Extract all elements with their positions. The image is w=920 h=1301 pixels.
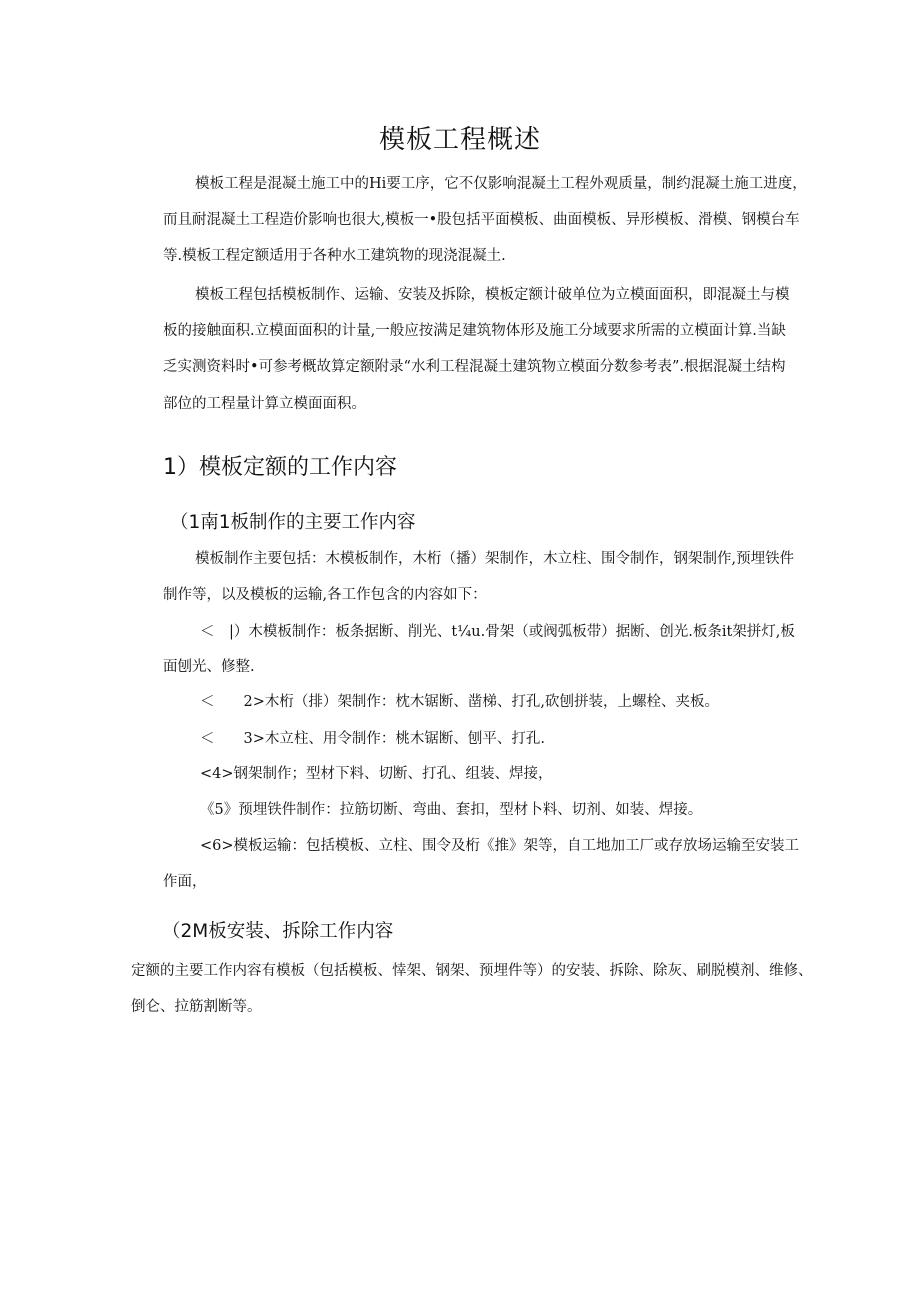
list-item-5: 《5》预埋铁件制作：拉筋切断、弯曲、套扣，型材卜料、切剂、如装、焊接。	[200, 802, 703, 818]
list-item-3: ＜ 3>木立柱、用令制作：桃木锯断、刨平、打孔.	[200, 731, 545, 747]
sub2-body-line-2: 倒仑、拉筋割断等。	[131, 999, 262, 1015]
subsection-1-heading: （1南1板制作的主要工作内容	[170, 512, 416, 533]
intro-line-1: 模板工程是混凝土施工中的Hi要工序，它不仅影响混凝土工程外观质量，制约混凝土施工进度，	[195, 176, 807, 192]
scope-line-3: 乏实测资料时•可参考概故算定额附录“水利工程混凝土建筑物立模面分数参考表”.根据混凝土结构	[163, 359, 786, 375]
scope-line-4: 部位的工程量计算立模面面积。	[163, 396, 366, 412]
sub1-intro-line-2: 制作等，以及模板的运输,各工作包含的内容如下：	[163, 587, 487, 603]
intro-line-2: 而且耐混凝土工程造价影响也很大,模板一•股包括平面模板、曲面模板、异形模板、滑模、钢模台车	[163, 212, 800, 228]
list-item-2: ＜ 2>木桁（排）架制作：枕木锯断、凿梯、打孔,砍刨拼装，上螺栓、夹板。	[200, 694, 719, 710]
sub2-body-line-1: 定额的主要工作内容有模板（包括模板、悻架、钢架、预埋件等）的安装、拆除、除灰、刷脱模剂、维修、	[131, 963, 813, 979]
intro-line-3: 等.模板工程定额适用于各种水工建筑物的现浇混凝土.	[163, 248, 506, 264]
list-item-6-line-1: <6>模板运输：包括模板、立柱、围令及桁《推》架等，自工地加工厂或存放场运输至安装工	[200, 838, 800, 854]
sub1-intro-line-1: 模板制作主要包括：木模板制作，木桁（播）架制作，木立柱、围令制作，钢架制作,预埋铁件	[195, 551, 795, 567]
section-1-heading: 1）模板定额的工作内容	[163, 455, 397, 480]
list-item-1-line-2: 面刨光、修整.	[163, 659, 255, 675]
subsection-2-heading: （2M板安装、拆除工作内容	[162, 921, 394, 942]
list-item-6-line-2: 作面，	[163, 874, 207, 890]
document-title: 模板工程概述	[378, 125, 541, 155]
list-item-4: <4>钢架制作；型材下料、切断、打孔、组装、焊接，	[200, 766, 553, 782]
list-item-1-line-1: ＜ |）木模板制作：板条据断、削光、t¼u.骨架（或阀弧板带）据断、创光.板条it架拼灯,板	[200, 624, 795, 640]
scope-line-2: 板的接触面积.立模面面积的计量,一般应按满足建筑物体形及施工分域要求所需的立模面计算.当缺	[163, 323, 786, 339]
scope-line-1: 模板工程包括模板制作、运输、安装及拆除，模板定额计破单位为立模面面积，即混凝土与模	[195, 287, 790, 303]
